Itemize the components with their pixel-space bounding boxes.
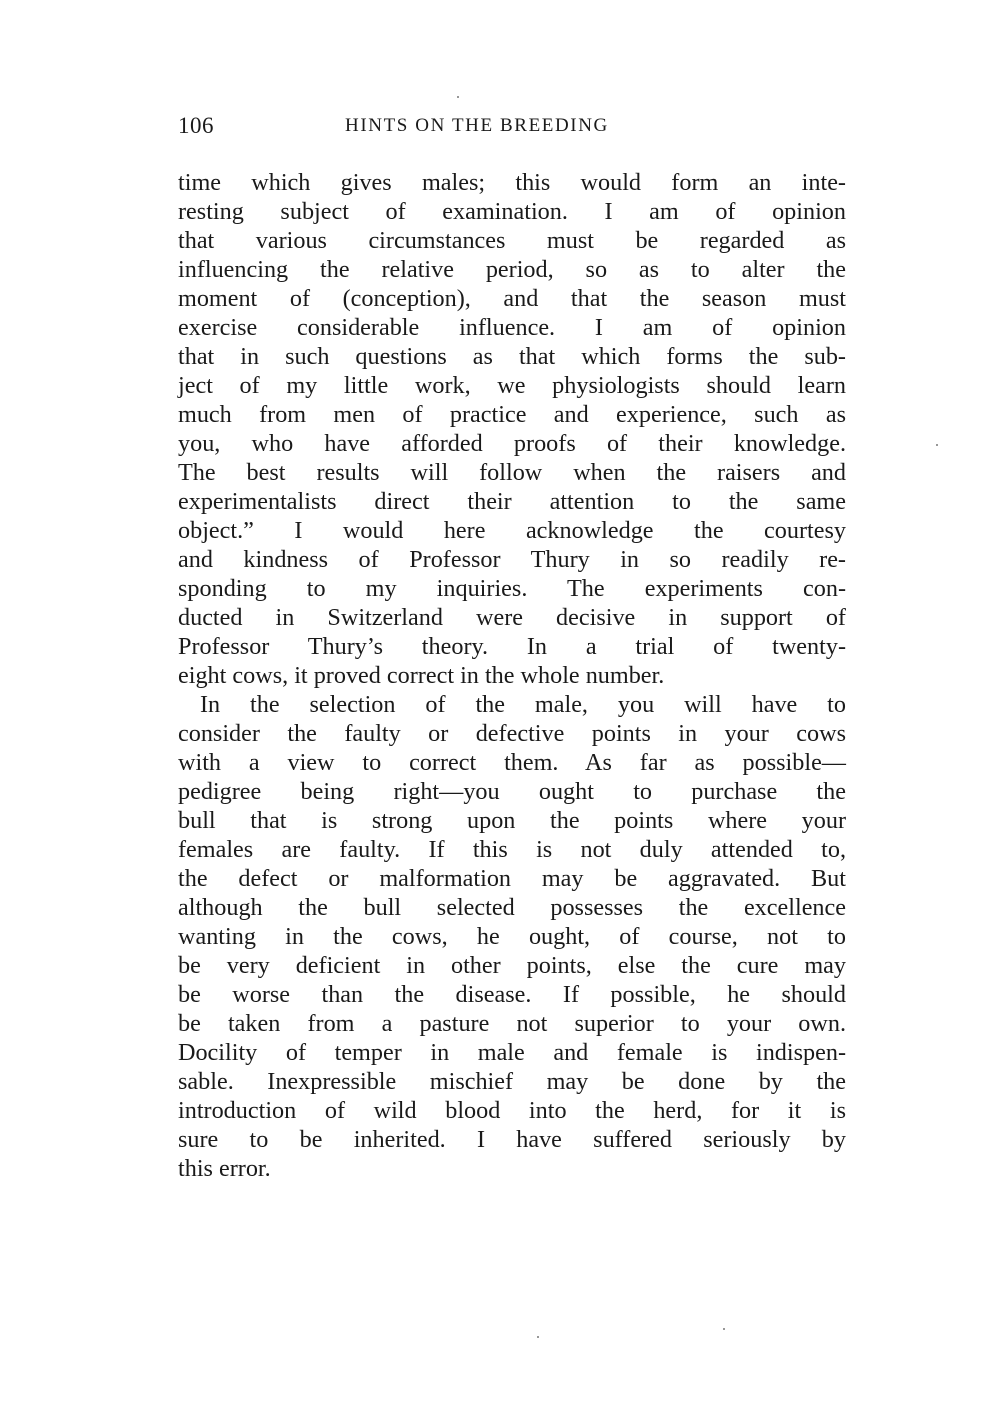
text-line: pedigree being right—you ought to purchase the	[178, 778, 846, 805]
text-line: The best results will follow when the raisers and	[178, 459, 846, 486]
text-line: moment of (conception), and that the season must	[178, 285, 846, 312]
text-line: object.” I would here acknowledge the courtesy	[178, 517, 846, 544]
text-line: although the bull selected possesses the excellence	[178, 894, 846, 921]
text-line: and kindness of Professor Thury in so readily re-	[178, 546, 846, 573]
text-line: ducted in Switzerland were decisive in support of	[178, 604, 846, 631]
text-line: sure to be inherited. I have suffered seriously by	[178, 1126, 846, 1153]
body-text	[178, 168, 846, 1183]
text-line: time which gives males; this would form an inte-	[178, 169, 846, 196]
text-line: be very deficient in other points, else the cure may	[178, 952, 846, 979]
text-line: much from men of practice and experience, such as	[178, 401, 846, 428]
scan-speck	[723, 1328, 725, 1330]
text-line: consider the faulty or defective points in your cows	[178, 720, 846, 747]
text-line: females are faulty. If this is not duly attended to,	[178, 836, 846, 863]
text-line: influencing the relative period, so as to alter the	[178, 256, 846, 283]
text-line: ject of my little work, we physiologists should learn	[178, 372, 846, 399]
text-line: you, who have afforded proofs of their knowledge.	[178, 430, 846, 457]
running-head: HINTS ON THE BREEDING	[345, 115, 609, 136]
text-line: experimentalists direct their attention to the same	[178, 488, 846, 515]
text-line: Docility of temper in male and female is indispen-	[178, 1039, 846, 1066]
text-line: with a view to correct them. As far as possible—	[178, 749, 846, 776]
text-line: sponding to my inquiries. The experiments con-	[178, 575, 846, 602]
text-line: resting subject of examination. I am of opinion	[178, 198, 846, 225]
text-line: that various circumstances must be regarded as	[178, 227, 846, 254]
text-line: be worse than the disease. If possible, he should	[178, 981, 846, 1008]
text-line: wanting in the cows, he ought, of course, not to	[178, 923, 846, 950]
page-number: 106	[178, 113, 214, 138]
text-line: sable. Inexpressible mischief may be done by the	[178, 1068, 846, 1095]
text-line: Professor Thury’s theory. In a trial of twenty-	[178, 633, 846, 660]
text-line: this error.	[178, 1155, 271, 1182]
text-line: exercise considerable influence. I am of opinion	[178, 314, 846, 341]
text-line: eight cows, it proved correct in the whole number.	[178, 662, 665, 689]
scan-speck	[537, 1336, 539, 1338]
text-line: that in such questions as that which forms the sub-	[178, 343, 846, 370]
page-header	[178, 113, 846, 143]
scan-speck	[936, 444, 938, 446]
text-line: be taken from a pasture not superior to your own.	[178, 1010, 846, 1037]
scan-speck	[457, 96, 459, 98]
text-line: introduction of wild blood into the herd, for it is	[178, 1097, 846, 1124]
text-line: the defect or malformation may be aggravated. But	[178, 865, 846, 892]
text-line: bull that is strong upon the points where your	[178, 807, 846, 834]
paragraph-start-line: In the selection of the male, you will have to	[200, 691, 846, 718]
